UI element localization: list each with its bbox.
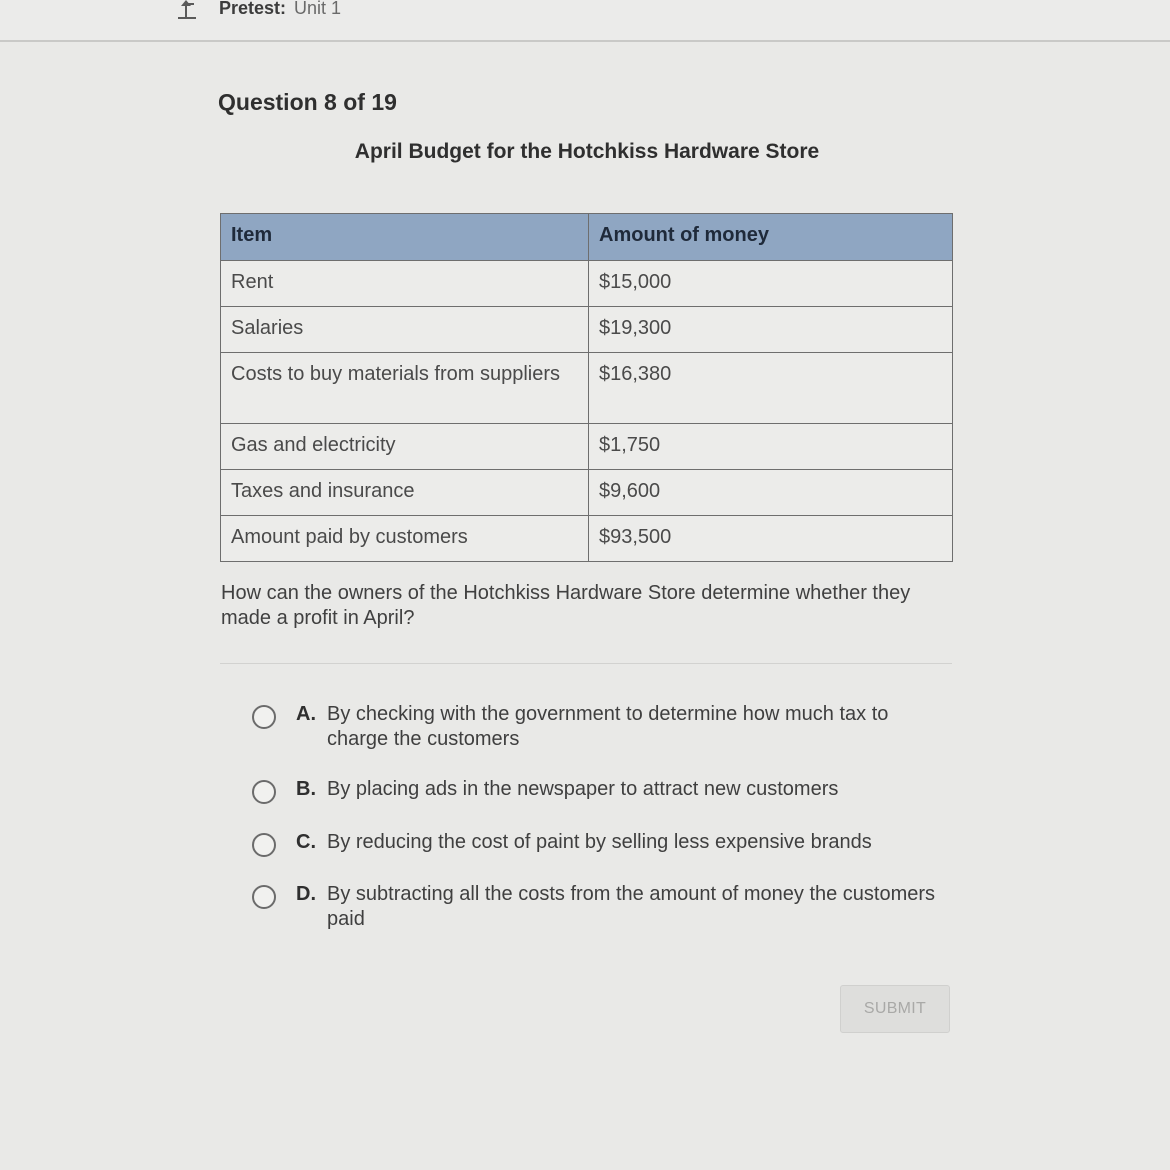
- item-cell: Gas and electricity: [221, 424, 589, 470]
- option-text: By subtracting all the costs from the amount of money the customers paid: [327, 883, 936, 930]
- table-row: [221, 516, 953, 562]
- amount-cell: $19,300: [589, 307, 953, 353]
- option-text: By placing ads in the newspaper to attract new customers: [327, 778, 839, 800]
- amount-cell: $15,000: [589, 261, 953, 307]
- amount-cell: $93,500: [589, 516, 953, 562]
- divider: [220, 663, 952, 664]
- item-cell: Salaries: [221, 307, 589, 353]
- amount-cell: $1,750: [589, 424, 953, 470]
- option-letter: D.: [296, 883, 316, 905]
- table-title: April Budget for the Hotchkiss Hardware Store: [354, 140, 820, 163]
- column-header-amount: Amount of money: [589, 214, 953, 261]
- option-text: By checking with the government to determine how much tax to charge the customers: [327, 703, 889, 750]
- table-header-row: [221, 214, 953, 261]
- radio-button-b[interactable]: [252, 780, 276, 804]
- table-row: [221, 424, 953, 470]
- table-row: [221, 307, 953, 353]
- unit-label: Unit 1: [294, 0, 342, 18]
- item-cell: Amount paid by customers: [221, 516, 589, 562]
- question-prompt: How can the owners of the Hotchkiss Hardware Store determine whether they made a profit in April?: [221, 582, 911, 629]
- radio-button-c[interactable]: [252, 833, 276, 857]
- item-cell: Rent: [221, 261, 589, 307]
- submit-button[interactable]: SUBMIT: [840, 985, 950, 1033]
- back-arrow-icon[interactable]: [172, 0, 200, 22]
- radio-button-a[interactable]: [252, 705, 276, 729]
- question-counter: Question 8 of 19: [218, 89, 397, 115]
- option-letter: B.: [296, 778, 316, 800]
- amount-cell: $9,600: [589, 470, 953, 516]
- option-text: By reducing the cost of paint by selling less expensive brands: [327, 831, 872, 853]
- radio-button-d[interactable]: [252, 885, 276, 909]
- item-cell: Costs to buy materials from suppliers: [221, 353, 589, 424]
- top-bar: [0, 0, 1170, 42]
- item-cell: Taxes and insurance: [221, 470, 589, 516]
- pretest-label: Pretest:: [219, 0, 287, 18]
- table-row: [221, 353, 953, 424]
- table-row: [221, 261, 953, 307]
- column-header-item: Item: [221, 214, 589, 261]
- budget-table: [220, 213, 953, 562]
- amount-cell: $16,380: [589, 353, 953, 424]
- option-letter: C.: [296, 831, 316, 853]
- option-letter: A.: [296, 703, 316, 725]
- table-row: [221, 470, 953, 516]
